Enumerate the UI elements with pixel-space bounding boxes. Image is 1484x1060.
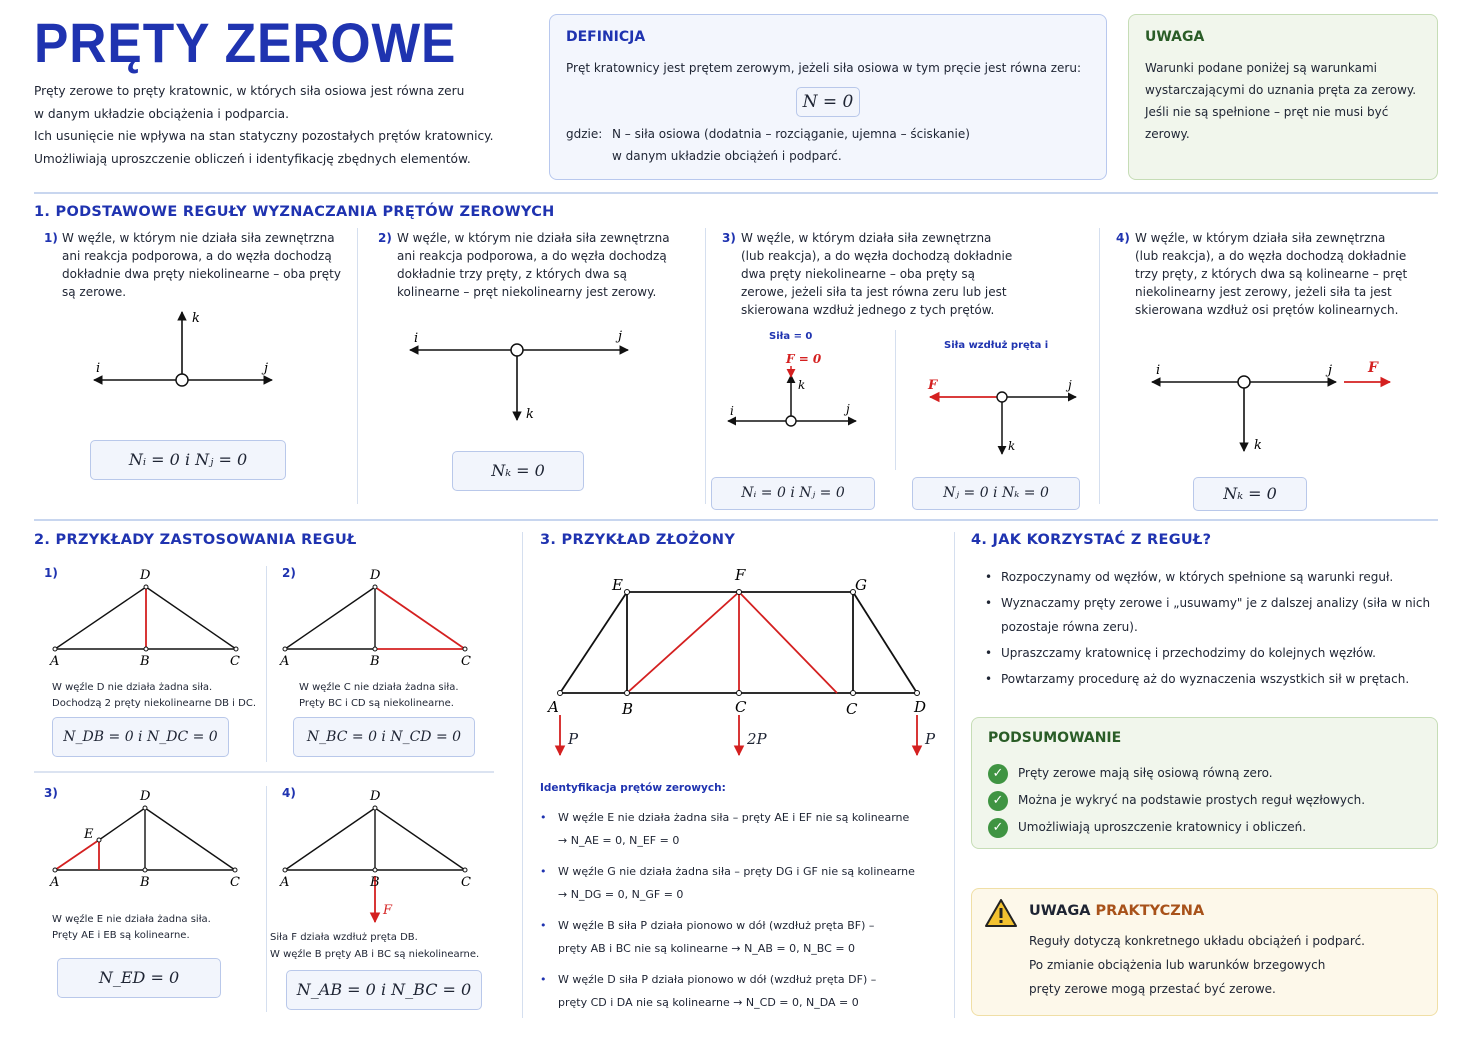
summary-item: Pręty zerowe mają siłę osiową równą zero.	[1018, 766, 1273, 780]
complex-truss	[540, 562, 940, 762]
intro-line: Pręty zerowe to pręty kratownic, w których siła osiowa jest równa zeru	[34, 84, 465, 98]
rule-line: zerowe, jeżeli siła ta jest równa zeru lub jest	[741, 285, 1007, 299]
rule-line: dwa pręty niekolinearne – oba pręty są	[741, 267, 975, 281]
example-number: 3)	[44, 786, 58, 800]
section3-heading: 3. PRZYKŁAD ZŁOŻONY	[540, 532, 736, 548]
check-icon: ✓	[988, 818, 1008, 838]
practical-note-box	[971, 888, 1438, 1016]
summary-item: Można je wykryć na podstawie prostych reguł węzłowych.	[1018, 793, 1366, 807]
identification-list: • W węźle E nie działa żadna siła – pręty AE i EF nie są kolinearne → N_AE = 0, N_EF = 0 • W węźle G nie działa żadna siła – pręty DG i GF nie są kolinearne → N_DG = 0, N_GF = 0 • W węźle B siła P działa pionowo w dół (wzdłuż pręta BF) – pręty AB i BC nie są kolinearne → N_AB = 0, N_BC = 0 • W węźle D siła P działa pionowo w dół (wzdłuż pręta DF) – pręty CD i DA nie są kolinearne → N_CD = 0, N_DA = 0	[540, 806, 940, 1014]
example-caption: Pręty BC i CD są niekolinearne.	[299, 698, 454, 709]
svg-text:i: i	[96, 361, 101, 376]
rule-line: W węźle, w którym nie działa siła zewnętrzna	[62, 231, 335, 245]
ident-line: W węźle G nie działa żadna siła – pręty DG i GF nie są kolinearne	[558, 865, 915, 878]
svg-text:k: k	[1008, 439, 1016, 453]
svg-text:D: D	[914, 698, 927, 716]
definition-box	[549, 14, 1107, 180]
example-caption: W węźle C nie działa żadna siła.	[299, 682, 459, 693]
usage-item: Powtarzamy procedurę aż do wyznaczenia wszystkich sił w prętach.	[1001, 672, 1410, 686]
force-zero-label: F = 0	[786, 352, 822, 366]
svg-text:F: F	[928, 378, 938, 393]
svg-text:F: F	[1368, 360, 1378, 376]
rule2-diagram	[398, 318, 638, 428]
divider	[34, 192, 1438, 194]
section2-heading: 2. PRZYKŁADY ZASTOSOWANIA REGUŁ	[34, 532, 357, 548]
rule-line: skierowana wzdłuż jednego z tych prętów.	[741, 303, 995, 317]
divider	[705, 228, 706, 504]
example-number: 2)	[282, 566, 296, 580]
svg-text:j: j	[264, 361, 269, 376]
divider	[266, 786, 267, 1012]
practical-heading	[1029, 903, 1204, 919]
svg-text:D: D	[140, 568, 151, 583]
divider	[954, 532, 955, 1018]
rule3b-equation: Nⱼ = 0 i Nₖ = 0	[912, 477, 1080, 510]
example4-equation: N_AB = 0 i N_BC = 0	[286, 970, 482, 1010]
svg-text:A: A	[280, 875, 290, 890]
ident-line: → N_AE = 0, N_EF = 0	[558, 834, 680, 847]
example-number: 4)	[282, 786, 296, 800]
rule3-sub-b: Siła wzdłuż pręta i	[944, 340, 1049, 351]
section4-heading: 4. JAK KORZYSTAĆ Z REGUŁ?	[971, 532, 1212, 548]
rule-number: 1)	[44, 231, 58, 245]
example-caption: Siła F działa wzdłuż pręta DB.	[270, 932, 418, 943]
svg-text:j: j	[1068, 378, 1072, 392]
rule-number: 2)	[378, 231, 392, 245]
example-caption: Pręty AE i EB są kolinearne.	[52, 930, 190, 941]
intro-line: w danym układzie obciążenia i podparcia.	[34, 106, 289, 121]
svg-text:k: k	[192, 311, 200, 326]
definition-formula: N = 0	[796, 87, 860, 117]
svg-text:A: A	[50, 875, 60, 890]
example-number: 1)	[44, 566, 58, 580]
divider	[522, 532, 523, 1018]
usage-item: Wyznaczamy pręty zerowe i „usuwamy" je z dalszej analizy (siła w nich	[1001, 596, 1431, 610]
note-line: wystarczającymi do uznania pręta za zerowy.	[1145, 83, 1417, 97]
example4-truss	[270, 786, 480, 926]
rule-line: W węźle, w którym działa siła zewnętrzna	[741, 231, 992, 245]
ident-line: W węźle B siła P działa pionowo w dół (wzdłuż pręta BF) –	[558, 919, 875, 932]
rule-3	[722, 229, 1102, 319]
intro-line: Umożliwiają uproszczenie obliczeń i identyfikację zbędnych elementów.	[34, 151, 471, 166]
note-line: Jeśli nie są spełnione – pręt nie musi być	[1145, 105, 1389, 119]
rule1-diagram	[80, 300, 300, 400]
practical-line: Reguły dotyczą konkretnego układu obciążeń i podparć.	[1029, 934, 1365, 948]
divider	[895, 330, 896, 470]
rule-line: trzy pręty, z których dwa są kolinearne – pręt	[1135, 267, 1408, 281]
rule-line: (lub reakcja), a do węzła dochodzą dokładnie	[741, 249, 1013, 263]
svg-text:B: B	[140, 654, 150, 669]
svg-text:k: k	[526, 407, 534, 422]
divider	[357, 228, 358, 504]
svg-text:C: C	[230, 654, 240, 669]
rule-line: dokładnie trzy pręty, z których dwa są	[397, 267, 628, 281]
svg-text:k: k	[798, 378, 806, 392]
check-icon: ✓	[988, 764, 1008, 784]
svg-text:D: D	[140, 789, 151, 804]
summary-box	[971, 717, 1438, 849]
usage-list: • Rozpoczynamy od węzłów, w których spełnione są warunki reguł. • Wyznaczamy pręty zerowe i „usuwamy" je z dalszej analizy (siła w nich pozostaje równa zeru). • Upraszczamy kratownicę i przechodzimy do kolejnych węzłów. • Powtarzamy procedurę aż do wyznaczenia wszystkich sił w prętach.	[985, 565, 1435, 691]
rule-line: są zerowe.	[62, 285, 127, 299]
svg-text:G: G	[855, 576, 867, 594]
divider	[266, 566, 267, 762]
rule-line: (lub reakcja), a do węzła dochodzą dokładnie	[1135, 249, 1407, 263]
ident-line: → N_DG = 0, N_GF = 0	[558, 888, 684, 901]
load-label: P	[568, 730, 579, 748]
practical-line: pręty zerowe mogą przestać być zerowe.	[1029, 982, 1276, 996]
identification-heading: Identyfikacja prętów zerowych:	[540, 782, 726, 794]
svg-text:F: F	[735, 566, 746, 584]
svg-text:j: j	[1328, 363, 1333, 378]
rule-4	[1116, 229, 1436, 319]
rule-line: kolinearne – pręt niekolinearny jest zerowy.	[397, 285, 657, 299]
rule-line: W węźle, w którym działa siła zewnętrzna	[1135, 231, 1386, 245]
intro-line: Ich usunięcie nie wpływa na stan statyczny pozostałych prętów kratownicy.	[34, 129, 494, 143]
practical-heading-b: PRAKTYCZNA	[1095, 903, 1205, 919]
where-line: w danym układzie obciążeń i podparć.	[612, 149, 842, 163]
rule4-diagram	[1140, 355, 1400, 455]
page-title: PRĘTY ZEROWE	[34, 11, 457, 74]
load-label: 2P	[747, 730, 767, 748]
svg-text:C: C	[461, 654, 471, 669]
rule-line: dokładnie dwa pręty niekolinearne – oba pręty	[62, 267, 341, 281]
rule3b-diagram	[920, 370, 1090, 460]
note-line: Warunki podane poniżej są warunkami	[1145, 61, 1378, 75]
rule4-equation: Nₖ = 0	[1193, 477, 1307, 511]
note-line: zerowy.	[1145, 127, 1190, 141]
svg-text:B: B	[622, 700, 634, 718]
ident-line: pręty AB i BC nie są kolinearne → N_AB = 0, N_BC = 0	[558, 942, 856, 955]
divider	[1099, 228, 1100, 504]
example-caption: W węźle E nie działa żadna siła.	[52, 914, 211, 925]
rule-number: 3)	[722, 231, 736, 245]
svg-text:D: D	[370, 568, 381, 583]
definition-heading: DEFINICJA	[566, 29, 646, 45]
svg-text:E: E	[612, 576, 623, 594]
section1-heading: 1. PODSTAWOWE REGUŁY WYZNACZANIA PRĘTÓW ZEROWYCH	[34, 204, 555, 220]
usage-item: Upraszczamy kratownicę i przechodzimy do kolejnych węzłów.	[1001, 646, 1376, 660]
note-box	[1128, 14, 1438, 180]
svg-text:B: B	[370, 654, 380, 669]
svg-text:C: C	[230, 875, 240, 890]
rule-line: ani reakcja podporowa, a do węzła dochodzą	[397, 249, 667, 263]
svg-text:D: D	[370, 789, 381, 804]
definition-text: Pręt kratownicy jest prętem zerowym, jeżeli siła osiowa w tym pręcie jest równa zeru:	[566, 61, 1082, 75]
rule-line: ani reakcja podporowa, a do węzła dochodzą	[62, 249, 332, 263]
where-label: gdzie:	[566, 127, 603, 141]
rule-line: skierowana wzdłuż osi prętów kolinearnych.	[1135, 303, 1399, 317]
practical-heading-a: UWAGA	[1029, 903, 1091, 919]
rule-line: W węźle, w którym nie działa siła zewnętrzna	[397, 231, 670, 245]
svg-text:E: E	[84, 827, 94, 842]
intro-text	[34, 80, 524, 170]
example3-equation: N_ED = 0	[57, 958, 221, 998]
ident-line: pręty CD i DA nie są kolinearne → N_CD = 0, N_DA = 0	[558, 996, 859, 1009]
divider	[34, 519, 1438, 521]
svg-text:j: j	[618, 329, 623, 344]
rule3a-diagram	[720, 365, 870, 435]
example-caption: W węźle D nie działa żadna siła.	[52, 682, 213, 693]
ident-line: W węźle E nie działa żadna siła – pręty AE i EF nie są kolinearne	[558, 811, 910, 824]
example-caption: Dochodzą 2 pręty niekolinearne DB i DC.	[52, 698, 257, 709]
rule-number: 4)	[1116, 231, 1130, 245]
svg-text:A: A	[50, 654, 60, 669]
note-heading: UWAGA	[1145, 29, 1205, 45]
warning-icon	[984, 898, 1018, 928]
example2-truss	[270, 565, 480, 675]
summary-item: Umożliwiają uproszczenie kratownicy i obliczeń.	[1018, 820, 1307, 834]
divider	[34, 771, 494, 773]
example1-equation: N_DB = 0 i N_DC = 0	[52, 717, 229, 757]
svg-text:k: k	[1254, 438, 1262, 453]
svg-text:C: C	[461, 875, 471, 890]
where-line: N – siła osiowa (dodatnia – rozciąganie, ujemna – ściskanie)	[612, 127, 970, 141]
example1-truss	[40, 565, 250, 675]
svg-text:i: i	[414, 331, 419, 346]
rule-2	[378, 229, 698, 301]
summary-heading: PODSUMOWANIE	[988, 730, 1122, 746]
usage-item: pozostaje równa zeru).	[1001, 620, 1138, 634]
svg-text:C: C	[846, 700, 858, 718]
svg-text:i: i	[730, 404, 734, 418]
svg-text:A: A	[548, 698, 559, 716]
example2-equation: N_BC = 0 i N_CD = 0	[293, 717, 475, 757]
check-icon: ✓	[988, 791, 1008, 811]
svg-text:i: i	[1156, 363, 1161, 378]
svg-text:B: B	[140, 875, 150, 890]
svg-text:A: A	[280, 654, 290, 669]
example-caption: W węźle B pręty AB i BC są niekolinearne.	[270, 949, 480, 960]
rule-line: niekolinearny jest zerowy, jeżeli siła ta jest	[1135, 285, 1392, 299]
svg-text:C: C	[735, 698, 747, 716]
svg-text:B: B	[370, 875, 380, 890]
rule3-sub-a: Siła = 0	[769, 331, 813, 342]
example3-truss	[40, 786, 250, 896]
svg-text:j: j	[846, 402, 850, 416]
practical-line: Po zmianie obciążenia lub warunków brzegowych	[1029, 958, 1326, 972]
ident-line: W węźle D siła P działa pionowo w dół (wzdłuż pręta DF) –	[558, 973, 877, 986]
rule-1	[44, 229, 354, 301]
rule2-equation: Nₖ = 0	[452, 451, 584, 491]
rule3a-equation: Nᵢ = 0 i Nⱼ = 0	[711, 477, 875, 510]
usage-item: Rozpoczynamy od węzłów, w których spełnione są warunki reguł.	[1001, 570, 1394, 584]
rule1-equation: Nᵢ = 0 i Nⱼ = 0	[90, 440, 286, 480]
svg-text:F: F	[383, 903, 393, 918]
load-label: P	[925, 730, 936, 748]
